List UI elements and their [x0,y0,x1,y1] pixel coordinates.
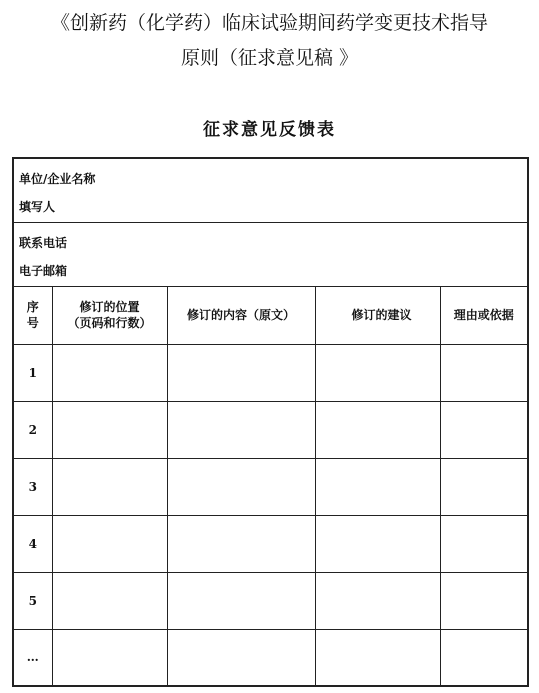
table-row [14,629,527,685]
col-original-header: 修订的内容（原文） [167,287,315,344]
col-seq-header-bottom: 号 [26,316,39,331]
email-field[interactable]: 电子邮箱 [19,264,68,278]
original-cell[interactable] [167,458,315,515]
position-cell[interactable] [52,515,167,572]
suggestion-cell[interactable] [315,458,440,515]
col-position-header-top: 修订的位置 [79,300,140,315]
reason-cell[interactable] [440,572,527,629]
col-seq-header-top: 序 [26,300,39,315]
document-title-line-2: 原则（征求意见稿 》 [180,47,359,69]
reason-cell[interactable] [440,629,527,685]
suggestion-cell[interactable] [315,401,440,458]
reason-cell[interactable] [440,344,527,401]
col-suggestion-header: 修订的建议 [315,287,440,344]
reason-cell[interactable] [440,458,527,515]
table-row [14,515,527,572]
original-cell[interactable] [167,401,315,458]
document-title-line-1: 《创新药（化学药）临床试验期间药学变更技术指导 [50,12,488,34]
form-heading: 征求意见反馈表 [203,120,336,140]
revision-table [14,287,527,685]
contact-info-block [14,223,527,287]
feedback-form [12,157,529,687]
original-cell[interactable] [167,515,315,572]
row-number: … [14,629,52,685]
table-row [14,344,527,401]
position-cell[interactable] [52,401,167,458]
col-seq-header [14,287,52,344]
row-number: 2 [14,401,52,458]
col-position-header-bottom: （页码和行数） [67,316,152,331]
table-row [14,401,527,458]
table-header-row [14,287,527,344]
reason-cell[interactable] [440,401,527,458]
position-cell[interactable] [52,458,167,515]
table-row [14,572,527,629]
position-cell[interactable] [52,572,167,629]
row-number: 5 [14,572,52,629]
suggestion-cell[interactable] [315,515,440,572]
row-number: 4 [14,515,52,572]
suggestion-cell[interactable] [315,344,440,401]
row-number: 3 [14,458,52,515]
suggestion-cell[interactable] [315,629,440,685]
position-cell[interactable] [52,344,167,401]
reason-cell[interactable] [440,515,527,572]
original-cell[interactable] [167,344,315,401]
original-cell[interactable] [167,629,315,685]
document-title [0,6,539,76]
table-row [14,458,527,515]
col-position-header [52,287,167,344]
unit-name-field[interactable]: 单位/企业名称 [19,172,96,186]
unit-info-block [14,159,527,223]
suggestion-cell[interactable] [315,572,440,629]
position-cell[interactable] [52,629,167,685]
col-reason-header: 理由或依据 [440,287,527,344]
row-number: 1 [14,344,52,401]
original-cell[interactable] [167,572,315,629]
phone-field[interactable]: 联系电话 [19,236,68,250]
filler-field[interactable]: 填写人 [19,200,56,214]
